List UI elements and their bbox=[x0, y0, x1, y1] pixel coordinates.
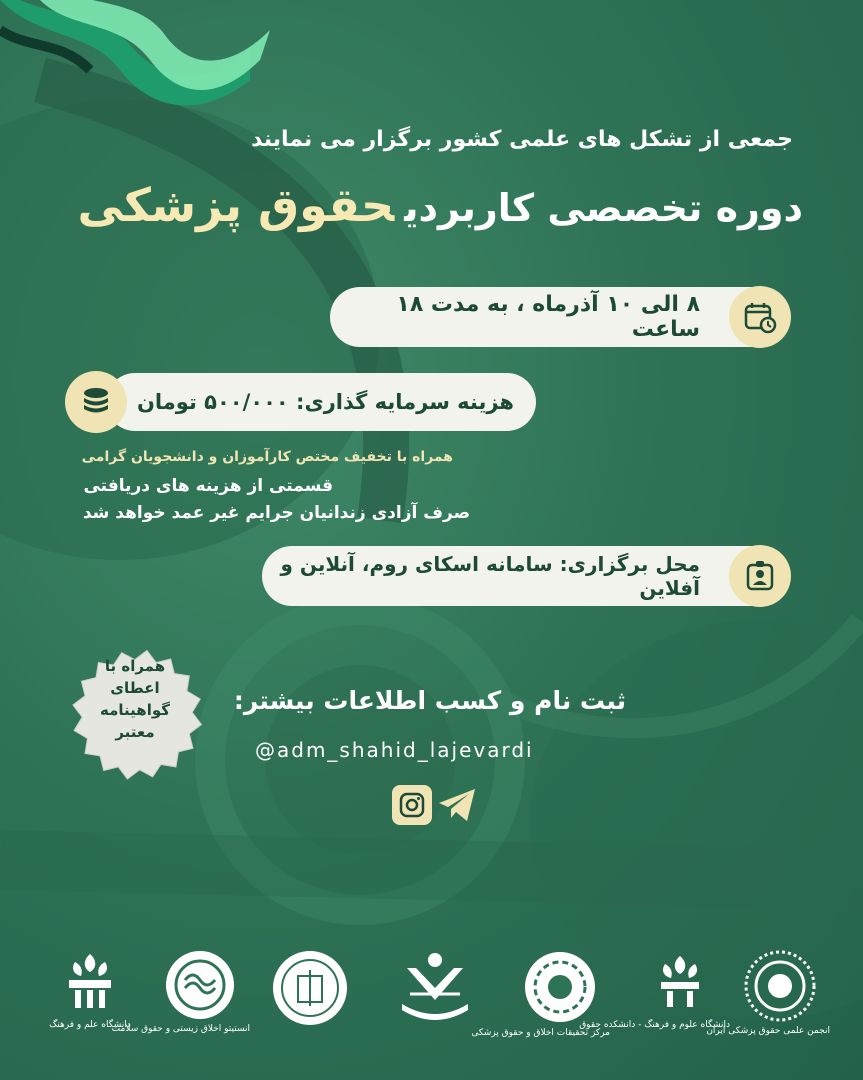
coins-icon bbox=[65, 371, 127, 433]
date-pill bbox=[330, 287, 790, 347]
logo-faculty-of-law: دانشگاه علوم و فرهنگ - دانشکده حقوق bbox=[630, 948, 730, 1058]
cost-text: هزینه سرمایه گذاری: ۵۰۰/۰۰۰ تومان bbox=[136, 390, 514, 414]
donation-line-1: قسمتی از هزینه های دریافتی bbox=[83, 476, 333, 496]
title-part-2: حقوق پزشکی bbox=[77, 178, 395, 232]
title-part-1: دوره تخصصی کاربردی bbox=[404, 186, 803, 230]
certificate-badge-text: همراه با اعطای گواهینامه معتبر bbox=[100, 657, 170, 741]
telegram-icon[interactable] bbox=[437, 785, 477, 825]
logo-university-seal bbox=[260, 948, 360, 1058]
calendar-clock-icon bbox=[729, 286, 791, 348]
logo-student-association bbox=[385, 948, 485, 1058]
tagline: جمعی از تشکل های علمی کشور برگزار می نمایند bbox=[251, 127, 793, 152]
instagram-handle[interactable]: @adm_shahid_lajevardi bbox=[255, 738, 534, 762]
location-text: محل برگزاری: سامانه اسکای روم، آنلاین و آفلاین bbox=[280, 552, 700, 600]
discount-note: همراه با تخفیف مختص کارآموزان و دانشجویان گرامی bbox=[81, 449, 453, 465]
donation-line-2: صرف آزادی زندانیان جرایم غیر عمد خواهد شد bbox=[82, 503, 470, 523]
date-text: ۸ الی ۱۰ آذرماه ، به مدت ۱۸ ساعت bbox=[396, 292, 700, 342]
logo-science-culture-university: دانشگاه علم و فرهنگ bbox=[40, 948, 140, 1058]
course-title bbox=[43, 178, 803, 232]
id-badge-icon bbox=[729, 545, 791, 607]
logo-iranian-medical-law-association: انجمن علمی حقوق پزشکی ایران bbox=[730, 948, 830, 1058]
logo-ethics-law-research-center: مرکز تحقیقات اخلاق و حقوق پزشکی bbox=[510, 948, 610, 1058]
logos-row bbox=[40, 948, 830, 1058]
instagram-icon[interactable] bbox=[392, 785, 432, 825]
location-pill bbox=[262, 546, 790, 606]
logo-health-law-institute: انستیتو اخلاق زیستی و حقوق سلامت bbox=[150, 948, 250, 1058]
cost-pill bbox=[106, 373, 536, 431]
registration-title: ثبت نام و کسب اطلاعات بیشتر: bbox=[233, 686, 626, 715]
